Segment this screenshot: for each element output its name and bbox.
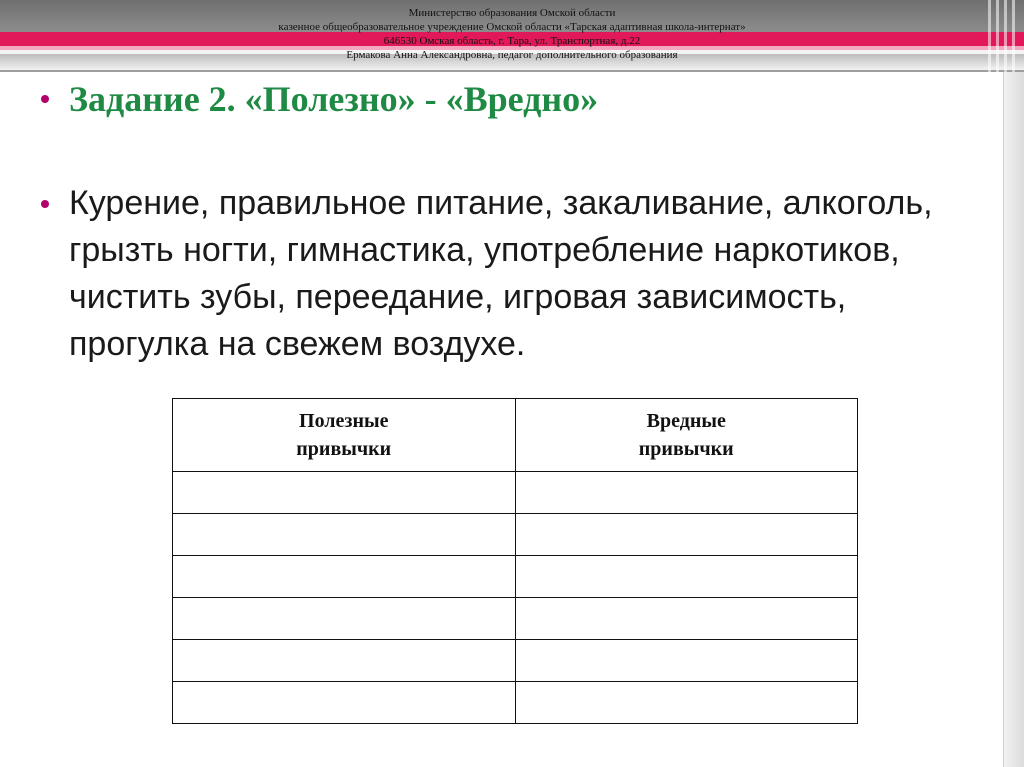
table-cell[interactable]	[173, 640, 516, 682]
table-row	[173, 682, 858, 724]
header-deco-stripe	[1012, 0, 1015, 72]
header-text: привычки	[296, 438, 392, 460]
header-text: Полезные	[299, 410, 389, 432]
header-text: привычки	[638, 438, 734, 460]
table-cell[interactable]	[173, 682, 516, 724]
header-deco-stripe	[1004, 0, 1007, 72]
header-deco-stripe	[988, 0, 991, 72]
table-row	[173, 640, 858, 682]
slide-title: Задание 2. «Полезно» - «Вредно»	[69, 79, 599, 119]
bullet-icon	[41, 200, 49, 208]
header-line: Ермакова Анна Александровна, педагог дополнительного образования	[346, 49, 678, 61]
table-row	[173, 472, 858, 514]
right-edge-bar	[1004, 72, 1024, 767]
harmful-habits-header	[515, 399, 858, 472]
table-cell[interactable]	[515, 682, 858, 724]
table-cell[interactable]	[515, 640, 858, 682]
table-row	[173, 514, 858, 556]
header-deco-stripe	[996, 0, 999, 72]
table-cell[interactable]	[173, 556, 516, 598]
table-cell[interactable]	[173, 598, 516, 640]
useful-habits-header	[173, 399, 516, 472]
table-cell[interactable]	[515, 556, 858, 598]
table-cell[interactable]	[515, 472, 858, 514]
habits-list-text: Курение, правильное питание, закаливание, алкоголь, грызть ногти, гимнастика, употребление наркотиков, чистить зубы, переедание, игровая зависимость, прогулка на свежем воздухе.	[69, 184, 933, 363]
header-line: Министерство образования Омской области	[408, 7, 616, 19]
header-institution-text	[200, 6, 824, 62]
table-cell[interactable]	[515, 598, 858, 640]
habits-table	[172, 398, 858, 724]
header-text: Вредные	[646, 410, 726, 432]
table-cell[interactable]	[173, 472, 516, 514]
table-header-row	[173, 399, 858, 472]
bullet-icon	[41, 95, 49, 103]
table-cell[interactable]	[173, 514, 516, 556]
table-cell[interactable]	[515, 514, 858, 556]
table-row	[173, 598, 858, 640]
table-row	[173, 556, 858, 598]
header-line: 646530 Омская область, г. Тара, ул. Транспортная, д.22	[383, 35, 641, 47]
header-line: казенное общеобразовательное учреждение Омской области «Тарская адаптивная школа-интернат»	[278, 21, 746, 33]
